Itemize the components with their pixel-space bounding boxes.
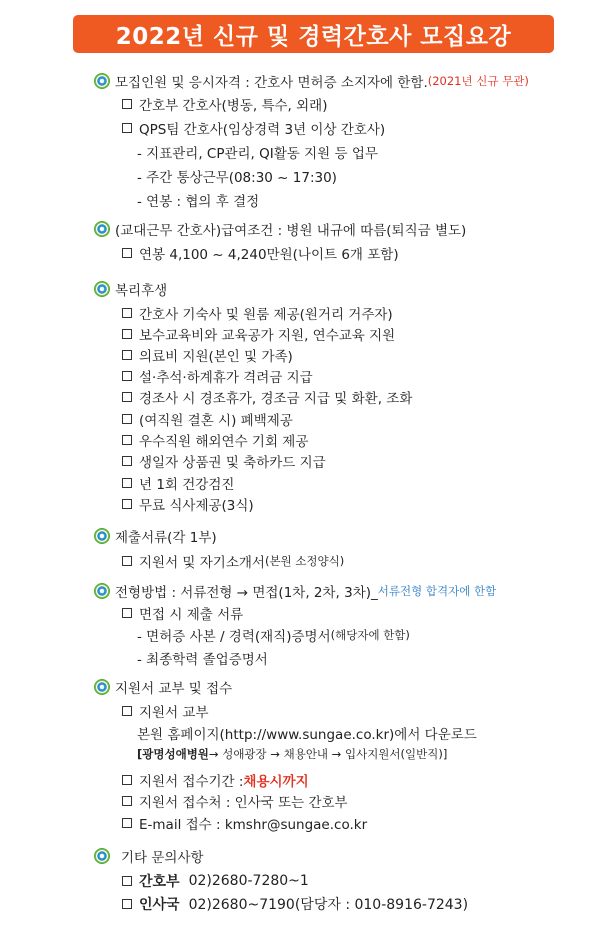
target-bullet-icon xyxy=(94,73,110,89)
section-contact xyxy=(94,845,204,867)
checkbox-square-icon xyxy=(122,818,132,828)
list-item: 지원서 교부 xyxy=(121,700,209,722)
checkbox-square-icon xyxy=(122,308,132,318)
checkbox-square-icon xyxy=(122,99,132,109)
checkbox-square-icon xyxy=(122,123,132,133)
download-path: [광명성애병원 → 성애광장 → 채용안내 → 입사지원서(일반직)] xyxy=(137,747,448,761)
list-item: E-mail 접수 : kmshr@sungae.co.kr xyxy=(121,812,367,834)
checkbox-square-icon xyxy=(122,796,132,806)
checkbox-square-icon xyxy=(122,608,132,618)
section-salary xyxy=(94,218,466,240)
list-item: QPS팀 간호사(임상경력 3년 이상 간호사) xyxy=(121,117,385,139)
list-item: 보수교육비와 교육공가 지원, 연수교육 지원 xyxy=(121,323,395,345)
section-application xyxy=(94,676,232,698)
detail-item: - 지표관리, CP관리, QI활동 지원 등 업무 xyxy=(137,146,378,162)
checkbox-square-icon xyxy=(122,775,132,785)
section-heading: 지원서 교부 및 접수 xyxy=(115,681,233,697)
section-heading-note: (2021년 신규 무관) xyxy=(427,74,529,88)
target-bullet-icon xyxy=(94,679,110,695)
list-item: 년 1회 건강검진 xyxy=(121,472,234,494)
checkbox-square-icon xyxy=(122,556,132,566)
section-heading: 복리후생 xyxy=(115,283,168,299)
section-benefits xyxy=(94,278,167,300)
section-heading: 기타 문의사항 xyxy=(121,850,204,866)
section-heading: 모집인원 및 응시자격 : 간호사 면허증 소지자에 한함. xyxy=(115,75,428,91)
target-bullet-icon xyxy=(94,281,110,297)
checkbox-square-icon xyxy=(122,371,132,381)
list-item: 우수직원 해외연수 기회 제공 xyxy=(121,429,308,451)
list-item: 생일자 상품권 및 축하카드 지급 xyxy=(121,450,326,472)
list-item: 설·추석·하계휴가 격려금 지급 xyxy=(121,365,313,387)
list-item: 간호부 간호사(병동, 특수, 외래) xyxy=(121,93,327,115)
checkbox-square-icon xyxy=(122,329,132,339)
checkbox-square-icon xyxy=(122,478,132,488)
download-info: 본원 홈페이지(http://www.sungae.co.kr)에서 다운로드 xyxy=(137,727,477,743)
target-bullet-icon xyxy=(94,221,110,237)
checkbox-square-icon xyxy=(122,876,132,886)
section-heading: 제출서류(각 1부) xyxy=(115,530,217,546)
checkbox-square-icon xyxy=(122,899,132,909)
list-item: 연봉 4,100 ~ 4,240만원(나이트 6개 포함) xyxy=(121,242,399,264)
list-item: (여직원 결혼 시) 폐백제공 xyxy=(121,408,293,430)
section-heading-note: 서류전형 합격자에 한함 xyxy=(377,584,497,598)
list-item: 지원서 접수기간 : 채용시까지 xyxy=(121,769,309,791)
checkbox-square-icon xyxy=(122,414,132,424)
detail-item: - 면허증 사본 / 경력(재직)증명서 (해당자에 한함) xyxy=(137,628,410,645)
detail-item: - 주간 통상근무(08:30 ~ 17:30) xyxy=(137,170,337,186)
section-recruitment xyxy=(94,70,529,92)
list-item: 경조사 시 경조휴가, 경조금 지급 및 화환, 조화 xyxy=(121,386,412,408)
section-documents xyxy=(94,525,217,547)
section-heading: (교대근무 간호사)급여조건 : 병원 내규에 따름(퇴직금 별도) xyxy=(115,223,467,239)
detail-item: - 연봉 : 협의 후 결정 xyxy=(137,194,260,210)
list-item: 지원서 및 자기소개서 (본원 소정양식) xyxy=(121,550,344,572)
list-item: 면접 시 제출 서류 xyxy=(121,602,243,624)
target-bullet-icon xyxy=(94,848,110,864)
contact-item: 인사국 02)2680~7190(담당자 : 010-8916-7243) xyxy=(121,893,468,915)
checkbox-square-icon xyxy=(122,499,132,509)
checkbox-square-icon xyxy=(122,435,132,445)
checkbox-square-icon xyxy=(122,456,132,466)
section-selection xyxy=(94,580,496,602)
list-item: 의료비 지원(본인 및 가족) xyxy=(121,344,293,366)
target-bullet-icon xyxy=(94,583,110,599)
checkbox-square-icon xyxy=(122,248,132,258)
checkbox-square-icon xyxy=(122,350,132,360)
detail-item: - 최종학력 졸업증명서 xyxy=(137,652,268,668)
contact-item: 간호부 02)2680-7280~1 xyxy=(121,870,309,892)
section-heading: 전형방법 : 서류전형 → 면접(1차, 2차, 3차)_ xyxy=(115,585,378,601)
list-item: 지원서 접수처 : 인사국 또는 간호부 xyxy=(121,790,348,812)
list-item: 무료 식사제공(3식) xyxy=(121,493,254,515)
checkbox-square-icon xyxy=(122,392,132,402)
target-bullet-icon xyxy=(94,528,110,544)
page-title-banner: 2022년 신규 및 경력간호사 모집요강 xyxy=(73,15,554,53)
list-item: 간호사 기숙사 및 원룸 제공(원거리 거주자) xyxy=(121,302,393,324)
checkbox-square-icon xyxy=(122,706,132,716)
